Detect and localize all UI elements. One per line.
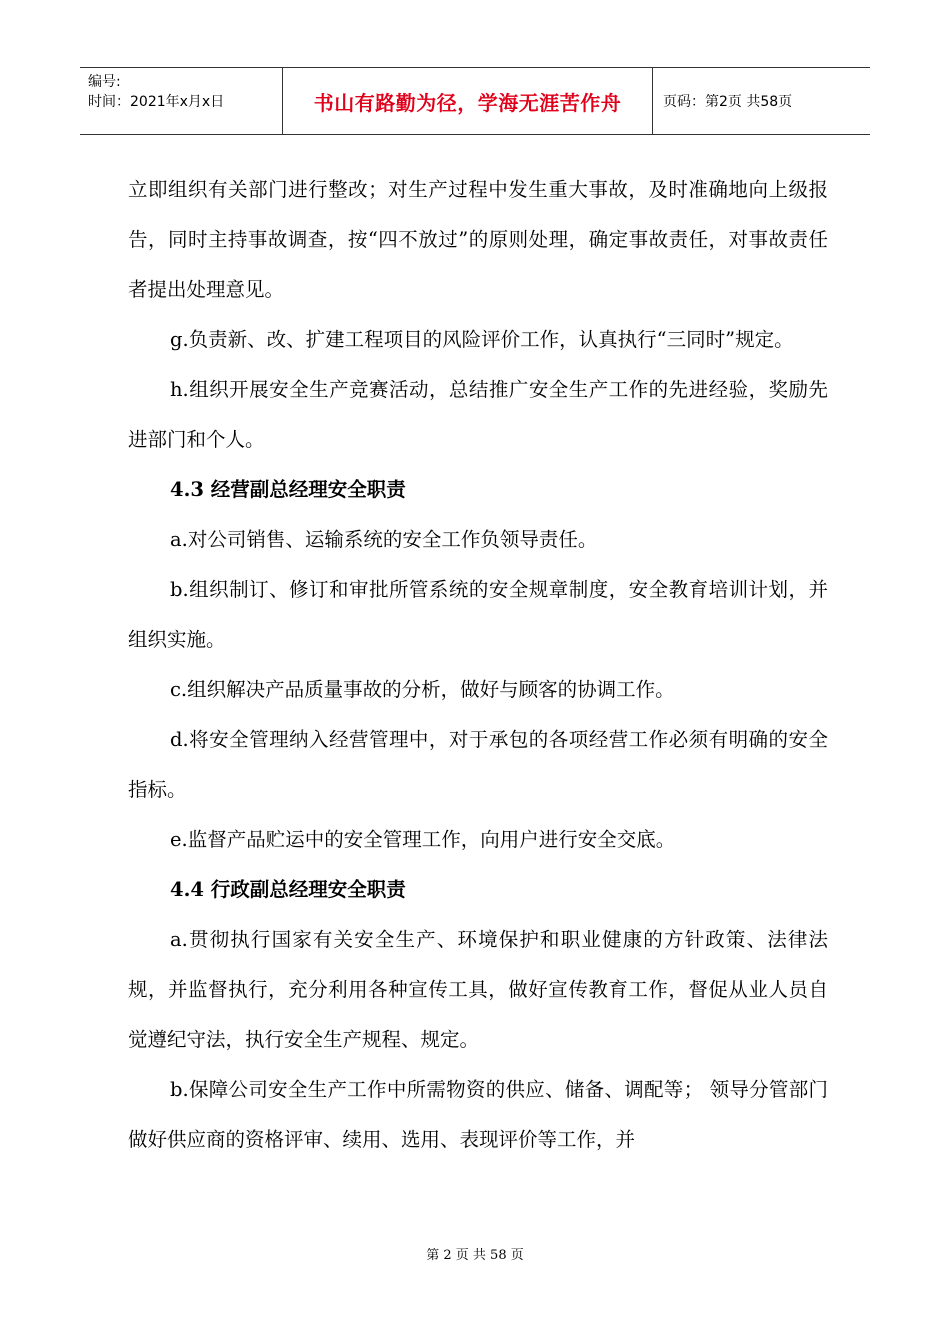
- section-heading-4-3: 4.3 经营副总经理安全职责: [170, 478, 406, 501]
- list-item-d: d.将安全管理纳入经营管理中，对于承包的各项经营工作必须有明确的安全指标。: [128, 728, 828, 801]
- list-item-b: b.组织制订、修订和审批所管系统的安全规章制度，安全教育培训计划，并组织实施。: [128, 578, 828, 651]
- document-body: [128, 165, 828, 1165]
- paragraph-continuation: 立即组织有关部门进行整改；对生产过程中发生重大事故，及时准确地向上级报告，同时主持事故调查，按“四不放过”的原则处理，确定事故责任，对事故责任者提出处理意见。: [128, 178, 828, 301]
- page-footer: 第 2 页 共 58 页: [426, 1248, 524, 1263]
- section-heading-4-4: 4.4 行政副总经理安全职责: [170, 878, 406, 901]
- header-page-info: 页码：第2页 共58页: [663, 94, 793, 110]
- list-item-b: b.保障公司安全生产工作中所需物资的供应、储备、调配等； 领导分管部门做好供应商的资格评审、续用、选用、表现评价等工作，并: [128, 1078, 828, 1151]
- list-item-a: a.贯彻执行国家有关安全生产、环境保护和职业健康的方针政策、法律法规，并监督执行，充分利用各种宣传工具，做好宣传教育工作，督促从业人员自觉遵纪守法，执行安全生产规程、规定。: [128, 928, 828, 1051]
- list-item-a: a.对公司销售、运输系统的安全工作负领导责任。: [170, 528, 598, 551]
- header-motto: 书山有路勤为径，学海无涯苦作舟: [283, 68, 653, 134]
- list-item-h: h.组织开展安全生产竞赛活动，总结推广安全生产工作的先进经验，奖励先进部门和个人。: [128, 378, 828, 451]
- document-time: 时间：2021年x月x日: [88, 94, 225, 110]
- document-number-label: 编号:: [88, 74, 121, 90]
- list-item-c: c.组织解决产品质量事故的分析，做好与顾客的协调工作。: [170, 678, 675, 701]
- list-item-e: e.监督产品贮运中的安全管理工作，向用户进行安全交底。: [170, 828, 676, 851]
- list-item-g: g.负责新、改、扩建工程项目的风险评价工作，认真执行“三同时”规定。: [170, 328, 794, 351]
- header-meta: [80, 68, 283, 134]
- page-header: [80, 67, 870, 135]
